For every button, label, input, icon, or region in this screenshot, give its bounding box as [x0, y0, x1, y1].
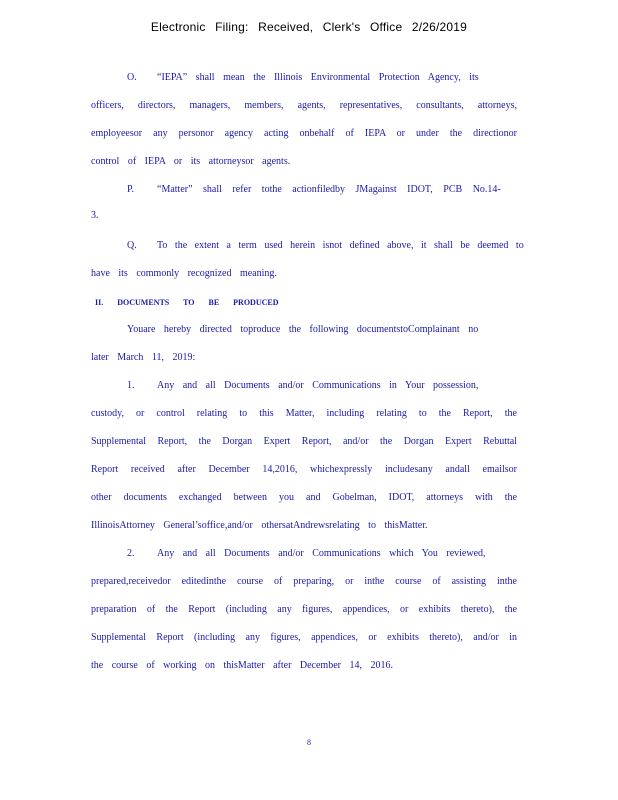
request-1-line-3: Supplemental Report, the Dorgan Expert Report, and/or the Dorgan Expert Rebuttal	[91, 436, 517, 447]
definition-o-line-3: employeesor any personor agency acting onbehalf of IEPA or under the directionor	[91, 128, 517, 139]
request-1-line-4: Report received after December 14,2016, whichexpressly includesany andall emailsor	[91, 464, 517, 475]
definition-p-text-1: “Matter” shall refer tothe actionfiledby JMagainst IDOT, PCB No.14-	[157, 184, 501, 195]
section-intro-line-1	[91, 324, 517, 336]
definition-p-marker: P.	[127, 184, 134, 195]
request-2-line-5: the course of working on thisMatter after December 14, 2016.	[91, 660, 393, 671]
definition-q-line-1	[91, 240, 524, 252]
definition-p-line-2: 3.	[91, 210, 99, 221]
definition-o-line-1	[91, 72, 517, 84]
definition-o-marker: O.	[127, 72, 137, 83]
request-2-marker: 2.	[127, 548, 135, 559]
section-heading: II. DOCUMENTS TO BE PRODUCED	[95, 298, 279, 307]
definition-q-text-1: To the extent a term used herein isnot defined above, it shall be deemed to	[157, 240, 524, 251]
filing-header: Electronic Filing: Received, Clerk's Office 2/26/2019	[150, 20, 468, 34]
request-2-text-1: Any and all Documents and/or Communications which You reviewed,	[157, 548, 486, 559]
section-intro-text-1: Youare hereby directed toproduce the following documentstoComplainant no	[127, 324, 479, 335]
request-1-line-5: other documents exchanged between you and Gobelman, IDOT, attorneys with the	[91, 492, 517, 503]
request-2-line-1	[91, 548, 517, 560]
section-intro-line-2: later March 11, 2019:	[91, 352, 196, 363]
request-1-line-6: IllinoisAttorney General’soffice,and/or othersatAndrewsrelating to thisMatter.	[91, 520, 428, 531]
request-2-line-2: prepared,receivedor editedinthe course of preparing, or inthe course of assisting inthe	[91, 576, 517, 587]
request-1-text-1: Any and all Documents and/or Communications in Your possession,	[157, 380, 479, 391]
request-2-line-3: preparation of the Report (including any figures, appendices, or exhibits thereto), the	[91, 604, 517, 615]
definition-p-line-1	[91, 184, 517, 196]
definition-o-line-2: officers, directors, managers, members, agents, representatives, consultants, attorneys,	[91, 100, 517, 111]
request-1-line-1	[91, 380, 517, 392]
request-1-line-2: custody, or control relating to this Matter, including relating to the Report, the	[91, 408, 517, 419]
definition-o-text-1: “IEPA” shall mean the Illinois Environmental Protection Agency, its	[157, 72, 479, 83]
definition-o-line-4: control of IEPA or its attorneysor agents.	[91, 156, 291, 167]
definition-q-line-2: have its commonly recognized meaning.	[91, 268, 277, 279]
definition-q-marker: Q.	[127, 240, 137, 251]
request-1-marker: 1.	[127, 380, 135, 391]
request-2-line-4: Supplemental Report (including any figures, appendices, or exhibits thereto), and/or in	[91, 632, 517, 643]
page-number: 8	[307, 738, 311, 747]
